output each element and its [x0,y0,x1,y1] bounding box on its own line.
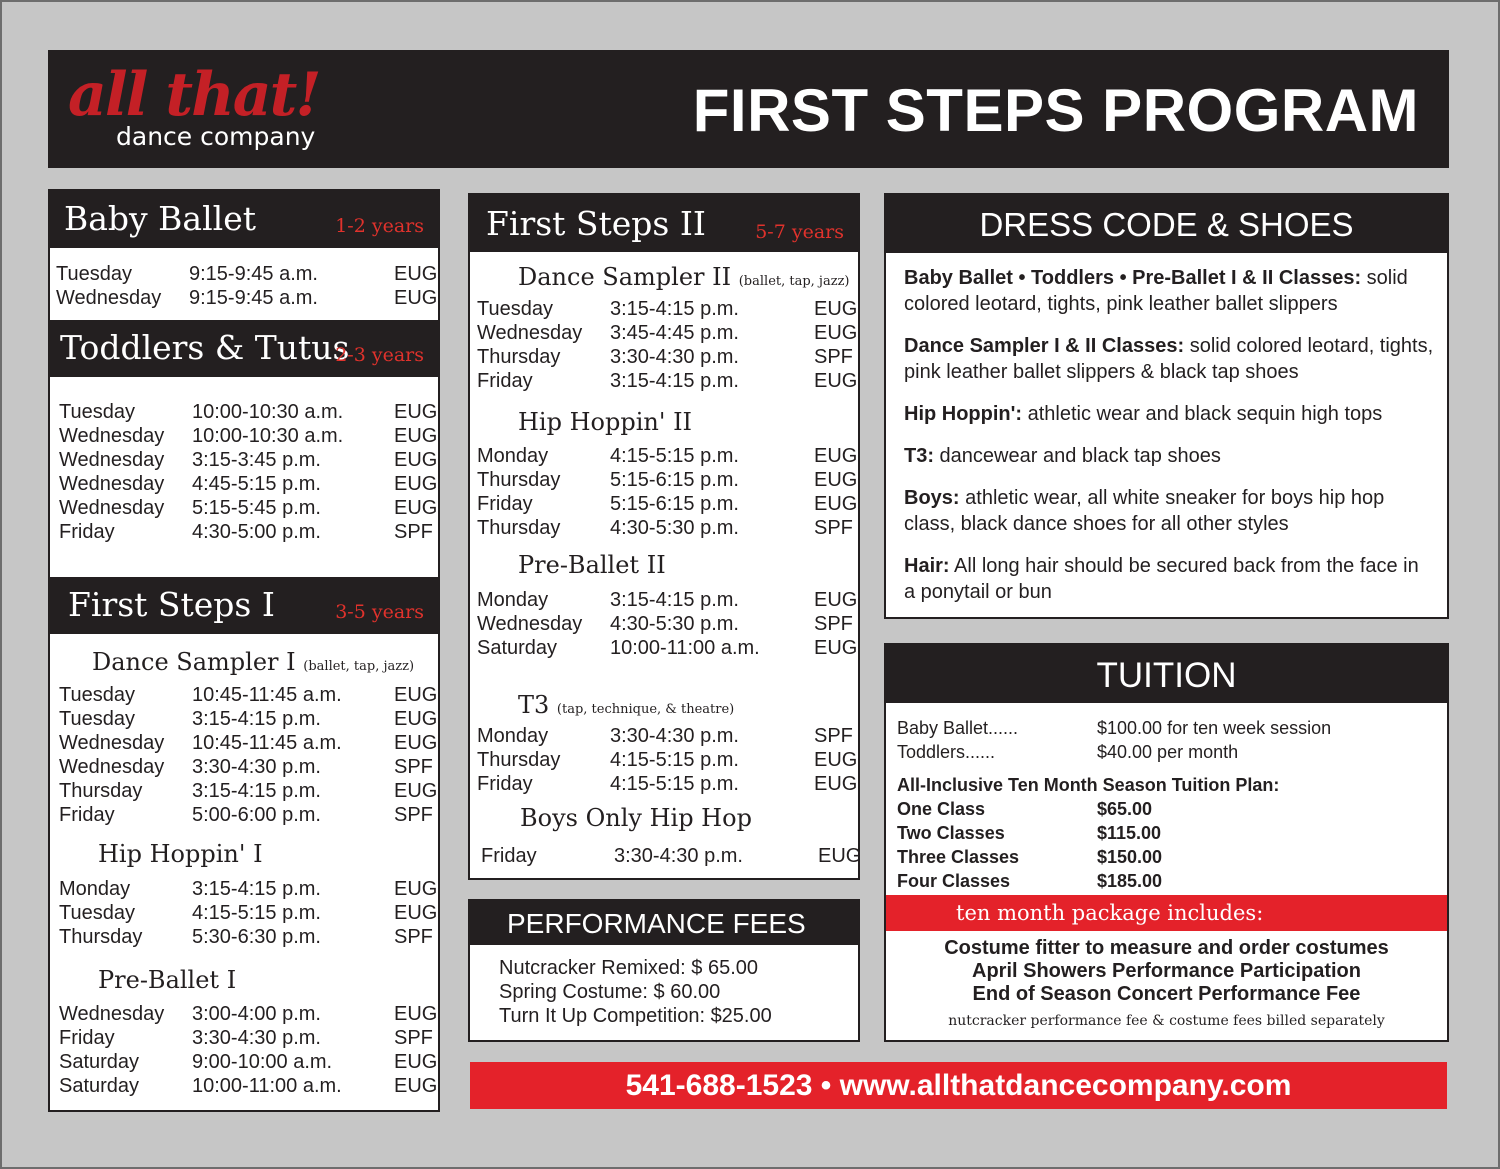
schedule-location: SPF [394,1027,433,1049]
first-steps-2-title: First Steps II [486,204,706,243]
dress-code-list [904,265,1434,621]
package-includes [886,937,1447,1006]
tuition-row: Two Classes $115.00 [897,823,1162,843]
schedule-location: EUG [814,370,858,392]
baby-ballet-title: Baby Ballet [64,199,257,238]
first-steps-1-age: 3-5 years [335,601,424,623]
schedule-time: 3:15-4:15 p.m. [192,780,321,802]
dress-code-item: Baby Ballet • Toddlers • Pre-Ballet I & II Classes: solid colored leotard, tights, pink leather ballet slippers [904,267,1408,315]
schedule-time: 10:00-10:30 a.m. [192,401,344,423]
schedule-day: Tuesday [56,263,132,285]
schedule-row [477,516,854,540]
schedule-time: 3:15-4:15 p.m. [192,878,321,900]
schedule-day: Wednesday [59,473,165,495]
schedule-time: 10:45-11:45 a.m. [192,732,342,754]
logo-subtitle: dance company [116,122,316,151]
schedule-time: 9:15-9:45 a.m. [189,263,318,285]
page-title: FIRST STEPS PROGRAM [692,77,1419,144]
schedule-location: EUG [394,1075,438,1097]
schedule-location: EUG [394,708,438,730]
dance-sampler-2-heading [518,263,850,291]
schedule-time: 9:00-10:00 a.m. [192,1051,333,1073]
schedule-time: 4:15-5:15 p.m. [192,902,321,924]
t3-note: (tap, technique, & theatre) [556,702,735,717]
schedule-row [59,1074,438,1098]
schedule-location: EUG [394,263,438,285]
schedule-time: 3:30-4:30 p.m. [192,756,321,778]
schedule-row [477,748,858,772]
schedule-row [59,925,434,949]
schedule-location: EUG [814,493,858,515]
dress-code-item: Dance Sampler I & II Classes: solid colored leotard, tights, pink leather ballet slippers & black tap shoes [904,335,1434,383]
schedule-row [59,448,438,472]
schedule-row [59,472,438,496]
t3-schedule [477,724,858,796]
schedule-location: SPF [814,346,853,368]
boys-hip-hop-schedule [481,844,862,868]
schedule-location: EUG [394,1003,438,1025]
schedule-location: EUG [814,322,858,344]
schedule-day: Wednesday [59,756,165,778]
schedule-day: Thursday [477,517,561,539]
schedule-location: EUG [814,298,858,320]
performance-fees-panel [468,899,860,1042]
schedule-time: 3:15-4:15 p.m. [192,708,321,730]
baby-ballet-age: 1-2 years [335,215,424,237]
include-item: Costume fitter to measure and order costumes [944,937,1389,959]
schedule-day: Wednesday [59,732,165,754]
schedule-row [477,321,858,345]
tuition-row: Toddlers...... $40.00 per month [897,742,1239,762]
schedule-location: EUG [814,445,858,467]
schedule-row [59,779,438,803]
package-note: nutcracker performance fee & costume fees billed separately [948,1013,1385,1029]
first-steps-2-age: 5-7 years [755,221,844,243]
schedule-location: EUG [394,287,438,309]
tuition-plan [897,773,1279,893]
baby-ballet-header [50,191,438,248]
schedule-location: EUG [394,1051,438,1073]
dress-code-item: Boys: athletic wear, all white sneaker for boys hip hop class, black dance shoes for all other styles [904,487,1385,535]
fee-item: Spring Costume: $ 60.00 [499,981,721,1003]
schedule-location: SPF [394,756,433,778]
schedule-time: 4:45-5:15 p.m. [192,473,321,495]
schedule-time: 3:30-4:30 p.m. [610,346,739,368]
dress-code-item: T3: dancewear and black tap shoes [904,445,1221,467]
schedule-row [481,844,862,868]
schedule-location: SPF [814,613,853,635]
schedule-row [59,1050,438,1074]
schedule-time: 4:15-5:15 p.m. [610,749,739,771]
performance-fees-title: PERFORMANCE FEES [470,901,858,945]
schedule-row [59,400,438,424]
schedule-location: SPF [394,804,433,826]
schedule-location: EUG [394,401,438,423]
schedule-day: Friday [477,773,533,795]
schedule-day: Friday [477,370,533,392]
pre-ballet-2-schedule [477,588,858,660]
schedule-day: Thursday [477,346,561,368]
schedule-day: Thursday [59,780,143,802]
first-steps-1-header [50,577,438,634]
schedule-day: Saturday [59,1075,140,1097]
boys-hip-hop-heading: Boys Only Hip Hop [520,804,752,832]
schedule-time: 4:30-5:30 p.m. [610,517,739,539]
include-item: End of Season Concert Performance Fee [972,983,1361,1005]
schedule-time: 3:45-4:45 p.m. [610,322,739,344]
schedule-day: Saturday [59,1051,140,1073]
schedule-row [59,1002,438,1026]
schedule-row [59,877,438,901]
schedule-location: EUG [814,637,858,659]
pre-ballet-1-heading: Pre-Ballet I [98,966,237,994]
left-column-panel [48,189,440,1112]
dress-code-title: DRESS CODE & SHOES [886,195,1447,253]
tuition-panel [884,643,1449,1042]
schedule-day: Friday [59,1027,115,1049]
dress-code-panel [884,193,1449,619]
schedule-day: Monday [59,878,131,900]
fee-item: Turn It Up Competition: $25.00 [499,1005,772,1027]
schedule-time: 5:15-6:15 p.m. [610,469,739,491]
schedule-time: 5:15-6:15 p.m. [610,493,739,515]
hip-hoppin-2-schedule [477,444,858,540]
dance-sampler-1-schedule [59,683,438,827]
baby-ballet-schedule [56,262,438,310]
schedule-row [477,297,858,321]
schedule-time: 10:00-11:00 a.m. [610,637,760,659]
hip-hoppin-1-schedule [59,877,438,949]
schedule-row [59,496,438,520]
dress-code-item: Hip Hoppin': athletic wear and black sequin high tops [904,403,1383,425]
t3-heading [518,691,734,719]
schedule-location: EUG [394,684,438,706]
schedule-location: EUG [814,469,858,491]
tuition-title: TUITION [886,645,1447,703]
hip-hoppin-1-heading: Hip Hoppin' I [98,840,263,868]
schedule-location: EUG [394,902,438,924]
header-banner [48,50,1449,168]
schedule-time: 4:30-5:30 p.m. [610,613,739,635]
schedule-time: 10:00-10:30 a.m. [192,425,344,447]
schedule-row [59,707,438,731]
schedule-location: EUG [394,425,438,447]
schedule-row [477,444,858,468]
schedule-location: SPF [814,725,853,747]
schedule-day: Tuesday [59,708,135,730]
schedule-time: 5:15-5:45 p.m. [192,497,321,519]
schedule-day: Tuesday [59,684,135,706]
schedule-day: Monday [477,589,549,611]
schedule-day: Wednesday [59,1003,165,1025]
performance-fees-list [499,956,772,1028]
schedule-day: Saturday [477,637,558,659]
schedule-time: 10:45-11:45 a.m. [192,684,342,706]
schedule-time: 3:15-4:15 p.m. [610,589,739,611]
pre-ballet-1-schedule [59,1002,438,1098]
schedule-row [477,636,858,660]
schedule-row [477,492,858,516]
schedule-time: 4:15-5:15 p.m. [610,773,739,795]
schedule-time: 3:30-4:30 p.m. [610,725,739,747]
schedule-row [477,772,858,796]
schedule-day: Wednesday [59,425,165,447]
schedule-day: Thursday [59,926,143,948]
dress-code-item: Hair: All long hair should be secured back from the face in a ponytail or bun [904,555,1419,603]
include-item: April Showers Performance Participation [972,960,1361,982]
schedule-row [56,286,438,310]
tuition-row: Four Classes $185.00 [897,871,1163,891]
schedule-day: Monday [477,445,549,467]
schedule-time: 5:00-6:00 p.m. [192,804,321,826]
schedule-row [477,612,854,636]
hip-hoppin-2-heading: Hip Hoppin' II [518,408,693,436]
tuition-row: Baby Ballet...... $100.00 for ten week session [897,718,1332,738]
schedule-row [59,803,434,827]
schedule-time: 4:30-5:00 p.m. [192,521,321,543]
schedule-location: EUG [814,589,858,611]
schedule-day: Wednesday [59,449,165,471]
schedule-day: Friday [59,521,115,543]
toddlers-header [50,320,438,377]
t3-title: T3 [518,691,550,719]
schedule-time: 4:15-5:15 p.m. [610,445,739,467]
schedule-location: EUG [394,780,438,802]
toddlers-schedule [59,400,438,544]
schedule-row [59,520,434,544]
schedule-time: 3:15-3:45 p.m. [192,449,321,471]
schedule-time: 3:15-4:15 p.m. [610,298,739,320]
schedule-row [477,724,854,748]
first-steps-2-panel [468,193,860,880]
schedule-location: EUG [394,878,438,900]
first-steps-2-header [470,195,858,252]
schedule-row [59,424,438,448]
schedule-row [59,755,434,779]
schedule-day: Wednesday [477,322,583,344]
schedule-row [59,901,438,925]
schedule-day: Friday [477,493,533,515]
schedule-row [477,588,858,612]
dance-sampler-2-note: (ballet, tap, jazz) [738,274,850,289]
schedule-location: SPF [814,517,853,539]
schedule-location: EUG [818,845,862,867]
schedule-day: Wednesday [56,287,162,309]
dance-sampler-2-title: Dance Sampler II [518,263,732,291]
first-steps-1-title: First Steps I [68,585,275,624]
schedule-location: EUG [814,773,858,795]
package-bar: ten month package includes: [886,895,1447,931]
schedule-time: 9:15-9:45 a.m. [189,287,318,309]
schedule-time: 3:30-4:30 p.m. [192,1027,321,1049]
schedule-time: 3:15-4:15 p.m. [610,370,739,392]
schedule-location: EUG [394,449,438,471]
schedule-row [477,468,858,492]
schedule-day: Tuesday [477,298,553,320]
schedule-row [59,731,438,755]
schedule-day: Wednesday [59,497,165,519]
toddlers-title: Toddlers & Tutus [60,328,350,367]
schedule-row [477,369,858,393]
schedule-location: EUG [814,749,858,771]
schedule-day: Wednesday [477,613,583,635]
schedule-time: 3:00-4:00 p.m. [192,1003,321,1025]
schedule-day: Friday [481,845,537,867]
schedule-day: Thursday [477,749,561,771]
schedule-day: Tuesday [59,401,135,423]
schedule-location: EUG [394,473,438,495]
schedule-row [59,1026,434,1050]
dance-sampler-1-heading [92,648,414,676]
tuition-basic [897,716,1331,764]
tuition-plan-title: All-Inclusive Ten Month Season Tuition Plan: [897,775,1280,795]
dance-sampler-1-note: (ballet, tap, jazz) [303,659,415,674]
schedule-time: 3:30-4:30 p.m. [614,845,743,867]
pre-ballet-2-heading: Pre-Ballet II [518,551,666,579]
schedule-location: SPF [394,926,433,948]
schedule-row [59,683,438,707]
schedule-row [56,262,438,286]
schedule-location: SPF [394,521,433,543]
schedule-time: 5:30-6:30 p.m. [192,926,321,948]
schedule-day: Monday [477,725,549,747]
dance-sampler-2-schedule [477,297,858,393]
toddlers-age: 2-3 years [335,344,424,366]
schedule-row [477,345,854,369]
tuition-row: One Class $65.00 [897,799,1153,819]
schedule-day: Tuesday [59,902,135,924]
logo-script: all that! [68,60,320,130]
schedule-day: Friday [59,804,115,826]
contact-footer: 541-688-1523 • www.allthatdancecompany.com [470,1062,1447,1109]
dance-sampler-1-title: Dance Sampler I [92,648,296,676]
schedule-location: EUG [394,732,438,754]
schedule-location: EUG [394,497,438,519]
fee-item: Nutcracker Remixed: $ 65.00 [499,957,759,979]
tuition-row: Three Classes $150.00 [897,847,1163,867]
schedule-day: Thursday [477,469,561,491]
schedule-time: 10:00-11:00 a.m. [192,1075,342,1097]
